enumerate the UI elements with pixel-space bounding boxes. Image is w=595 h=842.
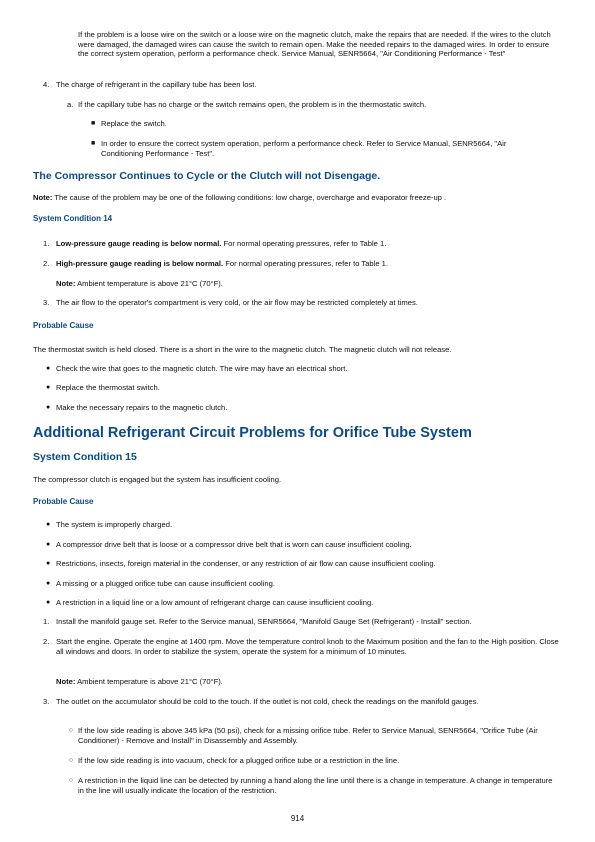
list-item: ● A compressor drive belt that is loose or a compressor drive belt that is worn can cause insufficient cooling. (46, 540, 412, 549)
sub-list-item: ○ A restriction in the liquid line can be detected by running a hand along the line until there is a change in temperature. A change in temperature in the line will usually indicate the location of the restriction. (69, 776, 553, 795)
note: Note: Ambient temperature is above 21°C (70°F). (56, 279, 223, 288)
bullet-icon: ● (46, 384, 51, 391)
circle-bullet-icon: ○ (69, 727, 73, 734)
section-heading: Additional Refrigerant Circuit Problems for Orifice Tube System (33, 425, 472, 441)
sub-item-letter: a. (67, 100, 74, 109)
step-item: 1. Install the manifold gauge set. Refer to the Service manual, SENR5664, "Manifold Gauge Set (Refrigerant) - Install" section. (43, 617, 472, 626)
bullet-icon: ● (46, 404, 51, 411)
bullet-icon: ● (46, 521, 51, 528)
condition-heading: System Condition 15 (33, 451, 137, 463)
bullet-icon: ● (46, 599, 51, 606)
list-item: ■ In order to ensure the correct system operation, perform a performance check. Refer to Service Manual, SENR5664, "Air Conditioning Performance - Test". (91, 139, 507, 158)
list-item-text: The charge of refrigerant in the capillary tube has been lost. (56, 80, 257, 89)
section-heading: The Compressor Continues to Cycle or the Clutch will not Disengage. (33, 170, 381, 182)
list-item: 3. The air flow to the operator's compartment is very cold, or the air flow may be restricted completely at times. (43, 298, 418, 307)
note: Note: Ambient temperature is above 21°C (70°F). (56, 677, 223, 686)
list-item: ● A restriction in a liquid line or a low amount of refrigerant charge can cause insufficient cooling. (46, 598, 374, 607)
list-item: ● Make the necessary repairs to the magnetic clutch. (46, 403, 228, 412)
bullet-icon: ● (46, 365, 51, 372)
bullet-icon: ● (46, 560, 51, 567)
circle-bullet-icon: ○ (69, 757, 73, 764)
bullet-icon: ■ (91, 140, 96, 147)
list-item: ● Restrictions, insects, foreign material in the condenser, or any restriction of air flow can cause insufficient cooling. (46, 559, 436, 568)
cause-heading: Probable Cause (33, 321, 94, 330)
list-item: 1. Low-pressure gauge reading is below normal. For normal operating pressures, refer to Table 1. (43, 239, 387, 248)
paragraph: The thermostat switch is held closed. There is a short in the wire to the magnetic clutch. The magnetic clutch will not release. (33, 345, 452, 354)
list-item: ● A missing or a plugged orifice tube can cause insufficient cooling. (46, 579, 275, 588)
condition-heading: System Condition 14 (33, 214, 113, 223)
cause-heading: Probable Cause (33, 497, 94, 506)
paragraph: The compressor clutch is engaged but the system has insufficient cooling. (33, 475, 282, 484)
step-item: 2. Start the engine. Operate the engine at 1400 rpm. Move the temperature control knob to the Maximum position and the fan to the High position. Close all windows and doors. In order to stabilize the system, operate the system for a minimum of 10 minutes. (43, 637, 559, 656)
sub-list-item: ○ If the low side reading is above 345 kPa (50 psi), check for a missing orifice tube. Refer to Service Manual, SENR5664, "Orifice Tube (Air Conditioner) - Remove and Install" in Disassembly and Assembly. (69, 726, 538, 745)
intro-paragraph: If the problem is a loose wire on the switch or a loose wire on the magnetic clutch, make the repairs that are needed. If the wires to the clutch were damaged, the damaged wires can cause the switch to remain open. Make the needed repairs to the damaged wires. In order to ensure the correct system operation, perform a performance check. Service Manual, SENR5664, "Air Conditioning Performance - Test" (78, 30, 551, 59)
step-item: 3. The outlet on the accumulator should be cold to the touch. If the outlet is not cold, check the readings on the manifold gauges. (43, 697, 479, 706)
list-number: 4. (43, 80, 50, 89)
sub-list-item: ○ If the low side reading is into vacuum, check for a plugged orifice tube or a restriction in the line. (69, 756, 400, 765)
sub-item-text: If the capillary tube has no charge or the switch remains open, the problem is in the thermostatic switch. (78, 100, 427, 109)
note: Note: The cause of the problem may be one of the following conditions: low charge, overcharge and evaporator freeze-up . (33, 193, 447, 202)
bullet-icon: ● (46, 580, 51, 587)
list-item: ■ Replace the switch. (91, 119, 167, 128)
list-item: ● The system is improperly charged. (46, 520, 173, 529)
list-item: 2. High-pressure gauge reading is below normal. For normal operating pressures, refer to Table 1. (43, 259, 389, 268)
bullet-icon: ● (46, 541, 51, 548)
bullet-icon: ■ (91, 120, 96, 127)
list-item-4 (43, 80, 556, 90)
sub-item-a (67, 100, 558, 110)
list-item: ● Check the wire that goes to the magnetic clutch. The wire may have an electrical short. (46, 364, 348, 373)
circle-bullet-icon: ○ (69, 777, 73, 784)
list-item: ● Replace the thermostat switch. (46, 383, 160, 392)
page-number: 914 (290, 814, 305, 823)
